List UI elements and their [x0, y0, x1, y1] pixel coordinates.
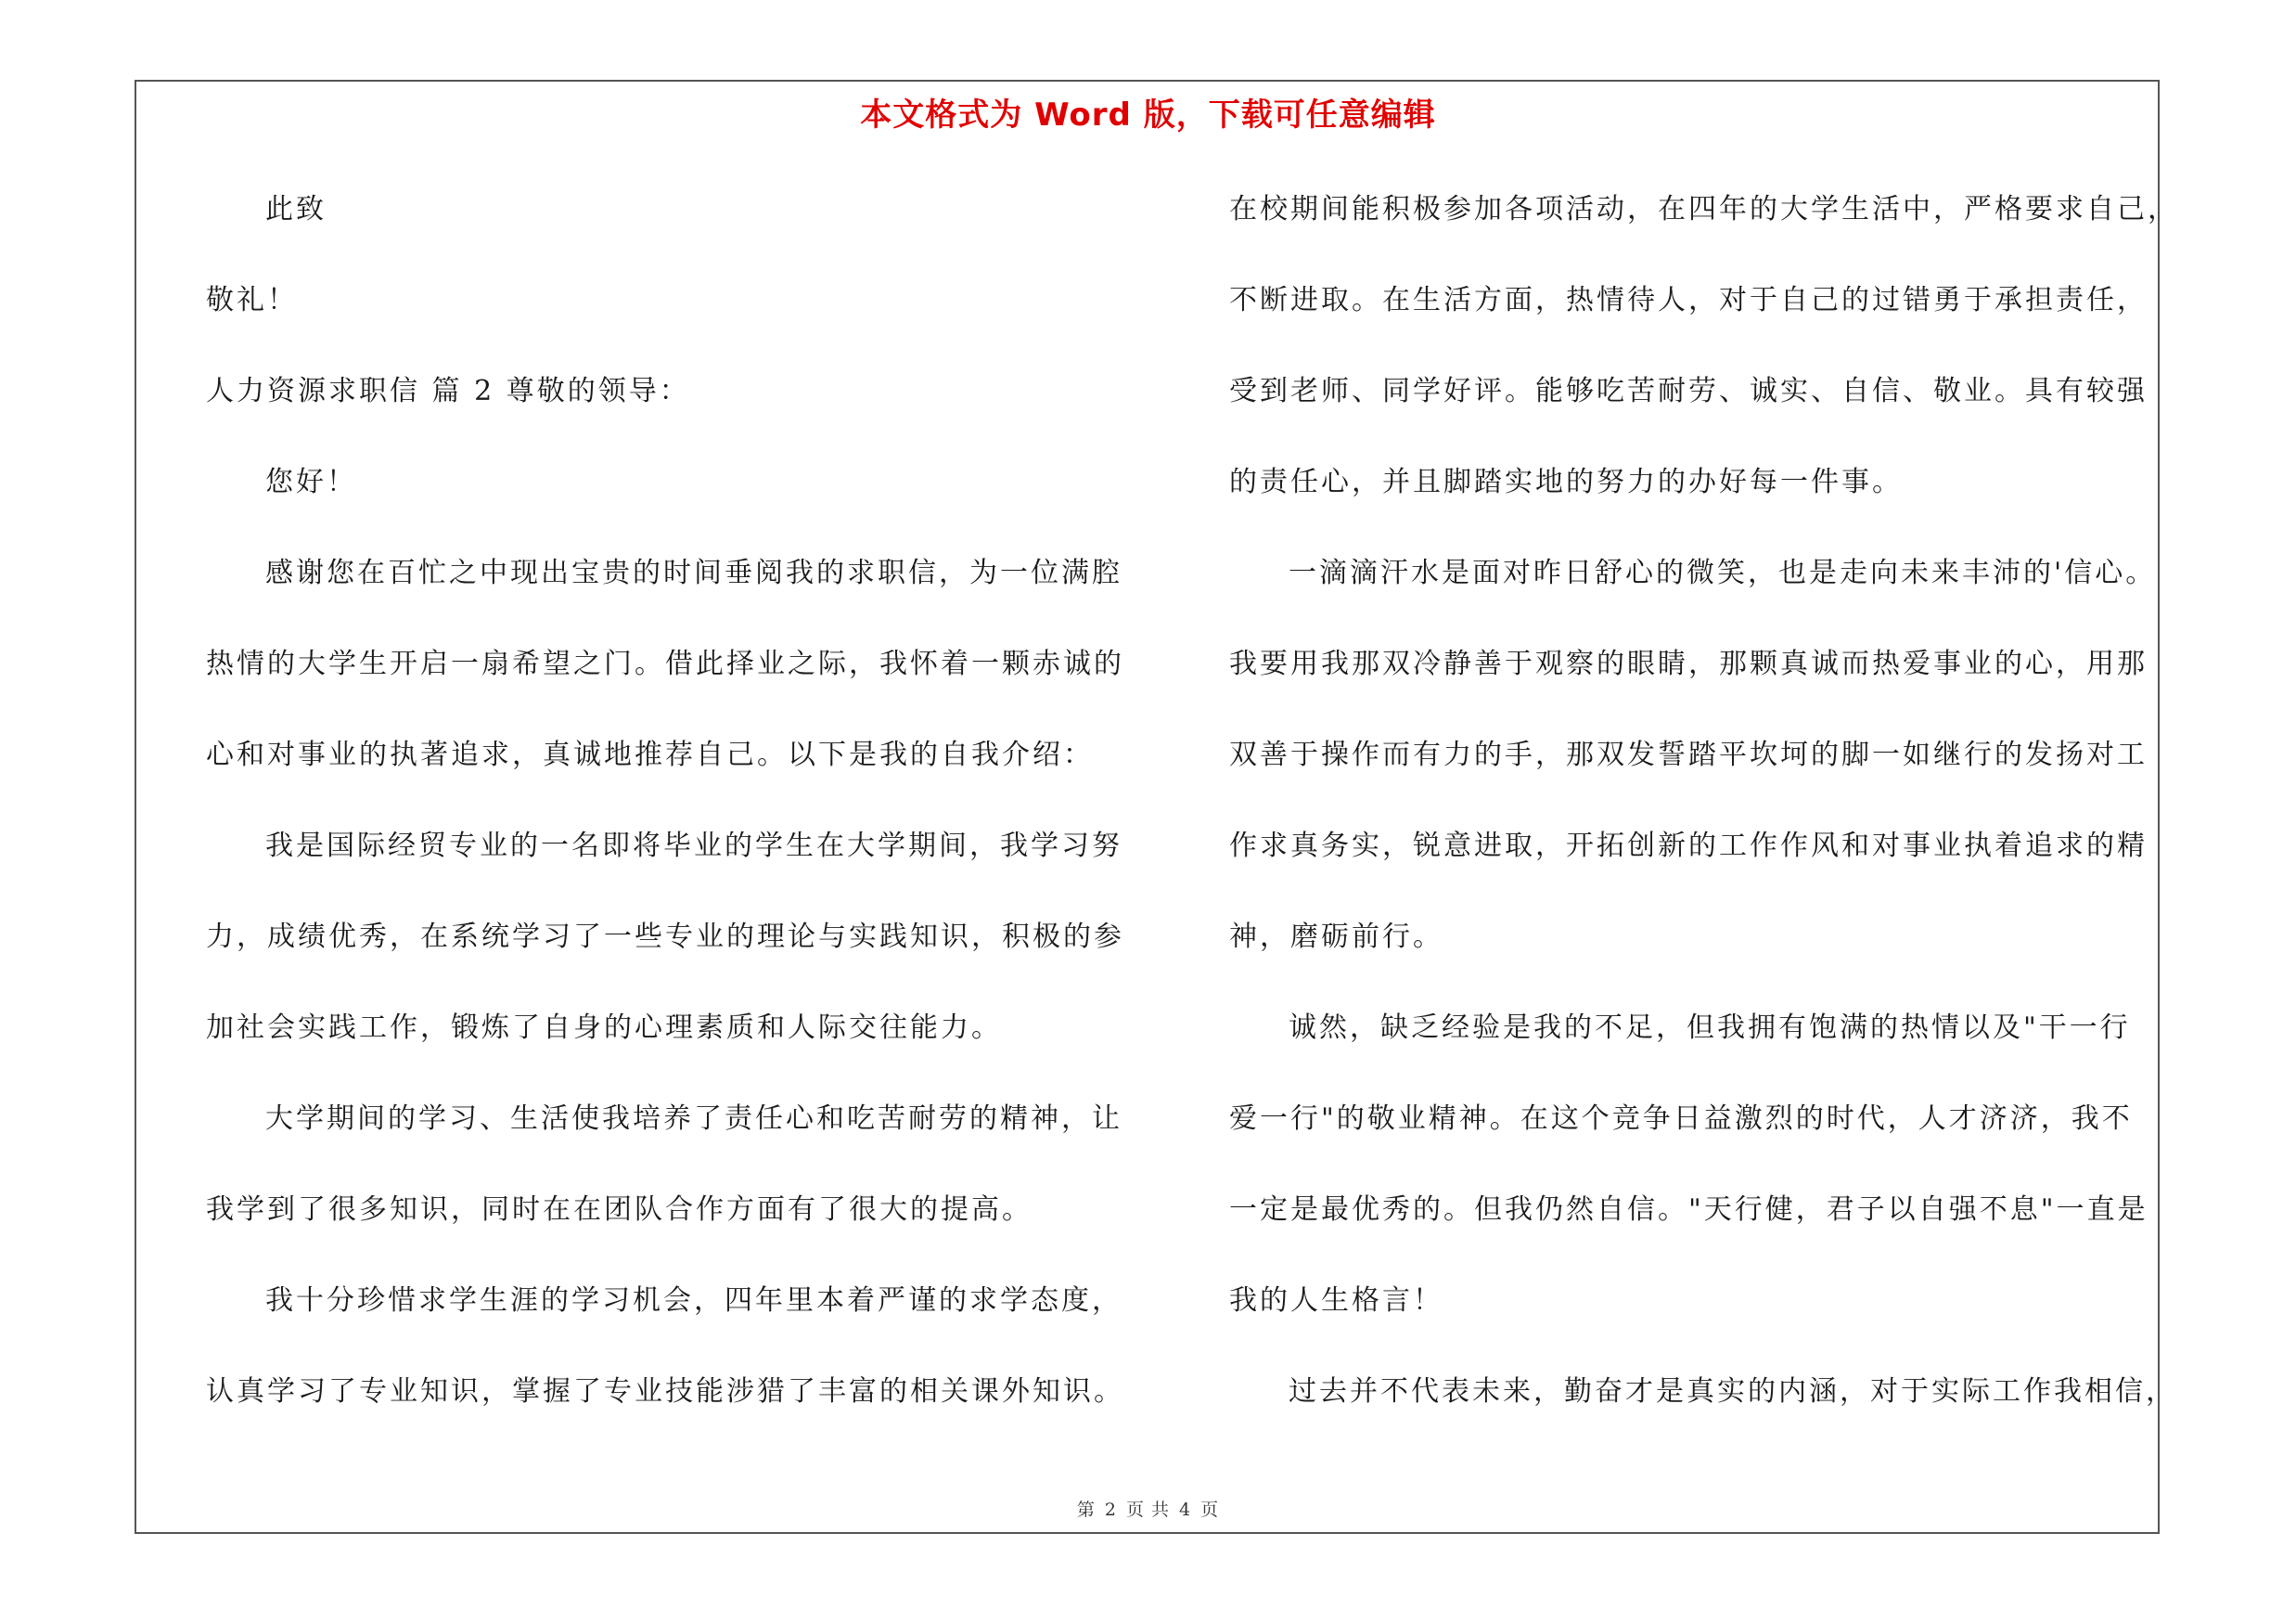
- text-line: 一滴滴汗水是面对昨日舒心的微笑，也是走向未来丰沛的'信心。: [1289, 557, 2157, 589]
- footer-prefix: 第: [1076, 1500, 1096, 1520]
- text-line: 热情的大学生开启一扇希望之门。借此择业之际，我怀着一颗赤诚的: [206, 648, 1124, 680]
- page-number-footer: [0, 1496, 2296, 1521]
- text-line: 您好！: [265, 466, 357, 498]
- text-line: 我要用我那双冷静善于观察的眼睛，那颗真诚而热爱事业的心，用那: [1229, 648, 2148, 680]
- text-line: 受到老师、同学好评。能够吃苦耐劳、诚实、自信、敬业。具有较强: [1229, 375, 2148, 407]
- right-text-column: [1229, 182, 2189, 1455]
- footer-middle: 页 共: [1125, 1500, 1171, 1520]
- footer-current-page: 2: [1104, 1500, 1117, 1520]
- text-line: 加社会实践工作，锻炼了自身的心理素质和人际交往能力。: [206, 1011, 1002, 1044]
- text-line: 过去并不代表未来，勤奋才是真实的内涵，对于实际工作我相信，: [1289, 1375, 2176, 1408]
- text-line: 感谢您在百忙之中现出宝贵的时间垂阅我的求职信，为一位满腔: [265, 557, 1122, 589]
- text-line: 不断进取。在生活方面，热情待人，对于自己的过错勇于承担责任，: [1229, 284, 2148, 316]
- text-line: 我十分珍惜求学生涯的学习机会，四年里本着严谨的求学态度，: [265, 1284, 1122, 1317]
- text-line: 我学到了很多知识，同时在在团队合作方面有了很大的提高。: [206, 1193, 1033, 1226]
- text-line: 神，磨砺前行。: [1229, 921, 1443, 953]
- text-line: 我的人生格言！: [1229, 1284, 1443, 1317]
- format-notice-banner: 本文格式为 Word 版，下载可任意编辑: [860, 97, 1436, 134]
- text-line: 大学期间的学习、生活使我培养了责任心和吃苦耐劳的精神，让: [265, 1102, 1122, 1135]
- text-line: 的责任心，并且脚踏实地的努力的办好每一件事。: [1229, 466, 1903, 498]
- text-line: 认真学习了专业知识，掌握了专业技能涉猎了丰富的相关课外知识。: [206, 1375, 1124, 1408]
- text-line: 力，成绩优秀，在系统学习了一些专业的理论与实践知识，积极的参: [206, 921, 1124, 953]
- footer-suffix: 页: [1200, 1500, 1220, 1520]
- text-line: 双善于操作而有力的手，那双发誓踏平坎坷的脚一如继行的发扬对工: [1229, 739, 2148, 771]
- text-line: 人力资源求职信 篇 2 尊敬的领导：: [206, 375, 690, 407]
- text-line: 敬礼！: [206, 284, 298, 316]
- text-line: 爱一行"的敬业精神。在这个竞争日益激烈的时代，人才济济，我不: [1229, 1102, 2133, 1135]
- left-text-column: [206, 182, 1143, 1455]
- text-line: 在校期间能积极参加各项活动，在四年的大学生活中，严格要求自己，: [1229, 193, 2178, 225]
- footer-total-pages: 4: [1179, 1500, 1192, 1520]
- text-line: 作求真务实，锐意进取，开拓创新的工作作风和对事业执着追求的精: [1229, 830, 2148, 862]
- text-line: 诚然，缺乏经验是我的不足，但我拥有饱满的热情以及"干一行: [1289, 1011, 2131, 1044]
- text-line: 此致: [265, 193, 327, 225]
- text-line: 我是国际经贸专业的一名即将毕业的学生在大学期间，我学习努: [265, 830, 1122, 862]
- text-line: 一定是最优秀的。但我仍然自信。"天行健，君子以自强不息"一直是: [1229, 1193, 2148, 1226]
- text-line: 心和对事业的执著追求，真诚地推荐自己。以下是我的自我介绍：: [206, 739, 1094, 771]
